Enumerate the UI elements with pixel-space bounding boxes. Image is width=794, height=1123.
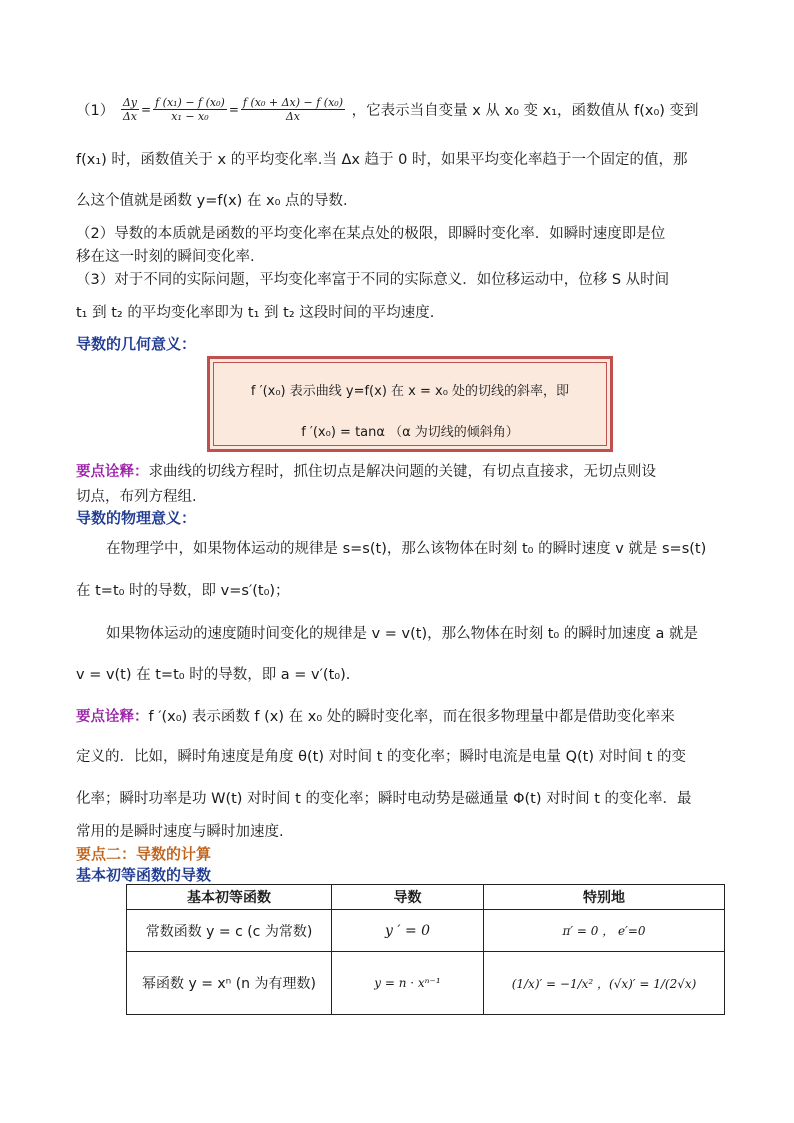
geom-box-line2: f ′(x₀) = tanα （α 为切线的倾斜角）	[301, 425, 519, 440]
geom-heading: 导数的几何意义：	[76, 335, 197, 353]
derivative-table	[126, 884, 725, 1015]
table-cell: (1/x)′ = −1/x² ，(√x)′ = 1/(2√x)	[484, 952, 725, 1015]
p1-line1-tail: ，它表示当自变量 x 从 x₀ 变 x₁，函数值从 f(x₀) 变到	[351, 103, 699, 119]
phys-heading: 导数的物理意义：	[76, 509, 197, 527]
table-header-function: 基本初等函数	[127, 885, 332, 910]
section2-heading: 要点二：导数的计算	[76, 845, 212, 863]
note1-text1: 求曲线的切线方程时，抓住切点是解决问题的关键，有切点直接求，无切点则设	[148, 464, 656, 480]
geom-formula-box	[207, 356, 613, 452]
geom-box-line1: f ′(x₀) 表示曲线 y=f(x) 在 x = x₀ 处的切线的斜率，即	[250, 384, 570, 399]
table-row	[127, 952, 725, 1015]
note2-line2: 定义的．比如，瞬时角速度是角度 θ(t) 对时间 t 的变化率；瞬时电流是电量 Q(t) 对时间 t 的变	[76, 749, 687, 765]
note2-line4: 常用的是瞬时速度与瞬时加速度.	[76, 824, 284, 840]
note2-text1: f ′(x₀) 表示函数 f (x) 在 x₀ 处的瞬时变化率，而在很多物理量中都是借助变化率来	[148, 709, 675, 725]
note2-label: 要点诠释：	[76, 709, 149, 725]
secant-fraction: $\frac{\text{f (x₁) − f (x₀)}}{\text{x₁ − x₀}}$	[155, 96, 225, 123]
table-header-derivative: 导数	[332, 885, 484, 910]
increment-fraction: $\frac{\text{f (x₀ + Δx) − f (x₀)}}{\Delta x}$	[242, 96, 343, 123]
note1-line2: 切点，布列方程组.	[76, 489, 197, 505]
table-cell: π′ = 0 ， e′=0	[484, 910, 725, 952]
phys-line4: v = v(t) 在 t=t₀ 时的导数，即 a = v′(t₀).	[76, 667, 351, 683]
p1-label: （1）	[76, 103, 115, 119]
note2-line1	[76, 705, 718, 726]
table-header-special: 特别地	[484, 885, 725, 910]
table-header-row	[127, 885, 725, 910]
table-cell: y = n · xⁿ⁻¹	[332, 952, 484, 1015]
table-cell: y ′ = 0	[332, 910, 484, 952]
note1-line1	[76, 460, 718, 481]
p2-line1: （2）导数的本质就是函数的平均变化率在某点处的极限，即瞬时变化率．如瞬时速度即是位	[76, 226, 666, 242]
table-cell: 常数函数 y = c (c 为常数)	[127, 910, 332, 952]
p1-line1: （1） $\frac{\Delta y}{\Delta x}$ = $\frac{\text{f (x₁) − f (x₀)}}{\text{x₁ − x₀}}$ = $\frac{\text{f (x₀ + Δx) − f (x₀)}}{\Delta x}$ ，它表示当自变量 x 从 x₀ 变 x₁，函数值从 f(x₀) 变到	[76, 96, 699, 123]
p3-line2: t₁ 到 t₂ 的平均变化率即为 t₁ 到 t₂ 这段时间的平均速度.	[76, 305, 435, 321]
section2-subheading: 基本初等函数的导数	[76, 866, 212, 884]
delta-fraction: $\frac{\Delta y}{\Delta x}$	[122, 96, 138, 123]
table-cell: 幂函数 y = xⁿ (n 为有理数)	[127, 952, 332, 1015]
table-row	[127, 910, 725, 952]
p1-line2: f(x₁) 时，函数值关于 x 的平均变化率.当 Δx 趋于 0 时，如果平均变化率趋于一个固定的值，那	[76, 152, 688, 168]
p2-line2: 移在这一时刻的瞬间变化率.	[76, 249, 255, 265]
p3-line1: （3）对于不同的实际问题，平均变化率富于不同的实际意义．如位移运动中，位移 S 从时间	[76, 272, 670, 288]
note1-label: 要点诠释：	[76, 464, 149, 480]
phys-line2: 在 t=t₀ 时的导数，即 v=s′(t₀)；	[76, 583, 290, 599]
phys-line1: 在物理学中，如果物体运动的规律是 s=s(t)，那么该物体在时刻 t₀ 的瞬时速度 v 就是 s=s(t)	[106, 541, 707, 557]
note2-line3: 化率；瞬时功率是功 W(t) 对时间 t 的变化率；瞬时电动势是磁通量 Φ(t) 对时间 t 的变化率．最	[76, 791, 692, 807]
p1-line3: 么这个值就是函数 y=f(x) 在 x₀ 点的导数.	[76, 193, 348, 209]
phys-line3: 如果物体运动的速度随时间变化的规律是 v = v(t)，那么物体在时刻 t₀ 的瞬时加速度 a 就是	[106, 626, 698, 642]
